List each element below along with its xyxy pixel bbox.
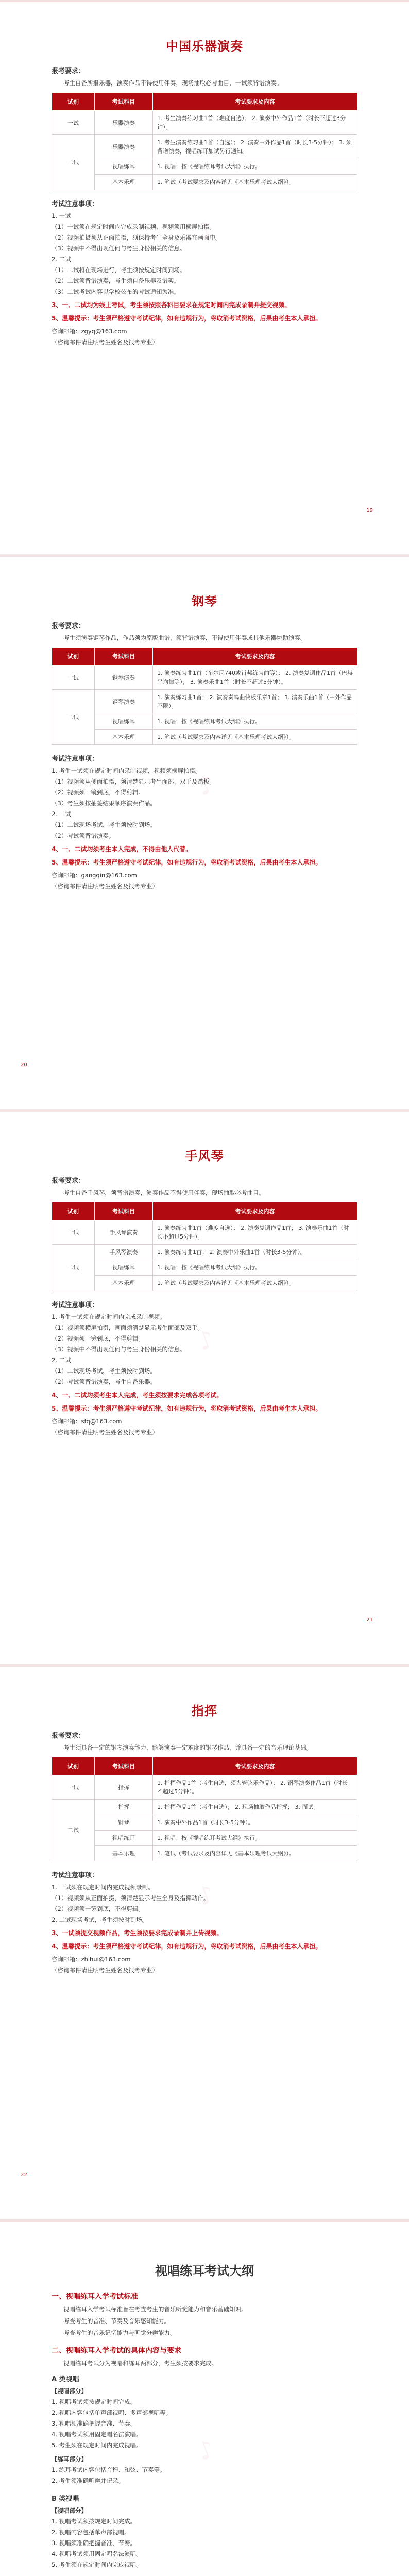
- email-note: （咨询邮件请注明考生姓名及报考专业）: [52, 1967, 158, 1974]
- note-item: 2. 二试现场考试，考生须按时到场。: [52, 1916, 148, 1923]
- note-item: （2）二试须背谱演奏，考生须自备乐器及谱架。: [52, 277, 180, 284]
- table-row: [52, 1775, 357, 1800]
- notes-heading: 考试注意事项：: [52, 200, 99, 208]
- table-header: 考试科目: [95, 648, 153, 666]
- note-item: （1）二试现场考试，考生须按时到场。: [52, 821, 156, 828]
- table-row: [52, 135, 357, 159]
- intro-text: 考生须演奏钢琴作品，作品须为原版曲谱，须背谱演奏，不得使用伴奏或其他乐器协助演奏。: [63, 634, 306, 641]
- red-notice: 5、温馨提示：考生须严格遵守考试纪律，如有违规行为，将取消考试资格，后果由考生本人承担。: [52, 315, 322, 322]
- table-cell: 基本乐理: [95, 730, 153, 745]
- table-cell: 钢琴: [95, 1815, 153, 1831]
- page-solfege-syllabus: [0, 2219, 409, 2576]
- table-cell: 1. 视唱：按《视唱练耳考试大纲》执行。: [153, 1831, 357, 1846]
- watermark: ♪: [194, 2434, 218, 2467]
- page-chinese-instruments: [0, 0, 409, 555]
- section-title: 钢琴: [192, 594, 217, 608]
- note-item: （3）考生须按抽签结果顺序演奏作品。: [52, 800, 156, 807]
- section-heading: 二、视唱练耳入学考试的具体内容与要求: [52, 2347, 181, 2355]
- contact-email[interactable]: 咨询邮箱：sfq@163.com: [52, 1418, 122, 1425]
- note-item: （3）视频中不得出现任何与考生身份相关的信息。: [52, 245, 186, 252]
- list-item: 2. 考生须准确听辨并记录。: [52, 2477, 125, 2484]
- red-notice: 5、温馨提示：考生须严格遵守考试纪律，如有违规行为，将取消考试资格，后果由考生本人承担。: [52, 859, 322, 866]
- table-cell: 二试: [52, 135, 95, 190]
- watermark: ♪: [194, 214, 218, 247]
- contact-email[interactable]: 咨询邮箱：gangqin@163.com: [52, 872, 137, 879]
- page-accordion: [0, 1110, 409, 1665]
- requirements-heading: 报考要求：: [52, 1177, 86, 1185]
- table-row: [52, 666, 357, 690]
- table-cell: 1. 演奏练习曲1首； 2. 演奏奏鸣曲快板乐章1首； 3. 演奏乐曲1首（中外作品不限）。: [153, 690, 357, 714]
- note-item: （2）考试须背谱演奏，考生自备乐器。: [52, 1378, 156, 1385]
- table-cell: 1. 考生演奏练习曲1首（自选）； 2. 演奏中外作品1首（时长3-5分钟）； 3. 须背谱演奏，视唱练耳加试另行通知。: [153, 135, 357, 159]
- notes-list: [52, 211, 357, 297]
- table-header: 考试科目: [95, 1757, 153, 1775]
- table-cell: 1. 视唱：按《视唱练耳考试大纲》执行。: [153, 714, 357, 730]
- table-cell: 1. 笔试（考试要求及内容详见《基本乐理考试大纲》）。: [153, 730, 357, 745]
- table-header: 考试要求及内容: [153, 93, 357, 111]
- table-cell: 指挥: [95, 1775, 153, 1800]
- list-item: 2. 视唱内容包括单声部视唱。: [52, 2529, 130, 2536]
- table-header: 考试要求及内容: [153, 1757, 357, 1775]
- table-cell: 一试: [52, 1221, 95, 1245]
- table-cell: 手风琴演奏: [95, 1245, 153, 1260]
- table-row: [52, 1831, 357, 1846]
- note-item: （1）二试现场考试，考生须按时到场。: [52, 1367, 156, 1375]
- table-cell: 1. 考生演奏练习曲1首（难度自选）； 2. 演奏中外作品1首（时长不超过3分钟）。: [153, 111, 357, 135]
- notes-heading: 考试注意事项：: [52, 755, 99, 763]
- red-notice: 4、一、二试均须考生本人完成，不得由他人代替。: [52, 845, 192, 853]
- note-item: （2）考试须背谱演奏。: [52, 832, 115, 839]
- page-conducting: [0, 1665, 409, 2219]
- paragraph: 视唱练耳入学考试标准旨在考查考生的音乐听觉能力和音乐基础知识。: [63, 2306, 247, 2313]
- table-cell: 乐器演奏: [95, 111, 153, 135]
- table-cell: 二试: [52, 1800, 95, 1861]
- page-number: 22: [21, 2172, 27, 2178]
- table-cell: 一试: [52, 111, 95, 135]
- note-item: 2. 二试: [52, 810, 71, 818]
- table-cell: 1. 笔试（考试要求及内容详见《基本乐理考试大纲》）。: [153, 175, 357, 190]
- top-bar: [0, 1665, 409, 1667]
- section-title: 中国乐器演奏: [166, 39, 243, 54]
- list-item: 3. 视唱须准确把握音准、节奏。: [52, 2539, 137, 2547]
- table-header: 试别: [52, 1202, 95, 1221]
- notes-heading: 考试注意事项：: [52, 1872, 99, 1879]
- page-piano: [0, 555, 409, 1110]
- table-row: [52, 690, 357, 714]
- list-item: 3. 视唱须准确把握音准、节奏。: [52, 2420, 137, 2427]
- table-cell: 视唱练耳: [95, 1260, 153, 1276]
- note-item: （3）二试考试内容以学校公布的考试通知为准。: [52, 288, 180, 295]
- list-item: 4. 视唱考试须用固定唱名法演唱。: [52, 2550, 142, 2557]
- intro-text: 考生自备所报乐器，演奏作品不得使用伴奏，现场抽取必考曲目，一试须背谱演奏。: [63, 79, 283, 87]
- table-cell: 1. 演奏练习曲1首（难度自选）； 2. 演奏复调作品1首； 3. 演奏乐曲1首（时长不超过5分钟）。: [153, 1221, 357, 1245]
- table-row: [52, 1846, 357, 1861]
- table-cell: 二试: [52, 1245, 95, 1291]
- section-title: 手风琴: [185, 1149, 224, 1163]
- note-item: 2. 二试: [52, 1357, 71, 1364]
- table-header: 试别: [52, 648, 95, 666]
- requirements-heading: 报考要求：: [52, 67, 86, 75]
- note-item: 1. 考生一试须在规定时间内完成录制视频。: [52, 1313, 166, 1320]
- table-row: [52, 159, 357, 175]
- note-item: （2）视频须一镜到底，不得剪辑。: [52, 1905, 144, 1912]
- page-number: 19: [366, 507, 373, 513]
- table-cell: 手风琴演奏: [95, 1221, 153, 1245]
- table-cell: 视唱练耳: [95, 714, 153, 730]
- category-heading: B 类视唱: [52, 2495, 79, 2503]
- table-cell: 1. 指挥作品1首（考生自选，须为管弦乐作品）； 2. 钢琴演奏作品1首（时长不超过5分钟）。: [153, 1775, 357, 1800]
- section-heading: 一、视唱练耳入学考试标准: [52, 2293, 138, 2301]
- paragraph: 视唱练耳考试分为视唱和练耳两部分，考生须按要求完成。: [63, 2360, 217, 2367]
- list-item: 1. 视唱考试须按规定时间完成。: [52, 2398, 137, 2405]
- note-item: （1）一试须在规定时间内完成录制视频，视频须用横屏拍摄。: [52, 223, 215, 230]
- paragraph: 考查考生的音准、节奏及音乐感知能力。: [63, 2317, 170, 2325]
- table-cell: 乐器演奏: [95, 135, 153, 159]
- table-row: [52, 1800, 357, 1815]
- table-cell: 一试: [52, 666, 95, 690]
- page-number: 21: [366, 1617, 373, 1623]
- intro-text: 考生自备手风琴，须背谱演奏，演奏作品不得使用伴奏，现场抽取必考曲目。: [63, 1189, 265, 1196]
- table-cell: 1. 视唱：按《视唱练耳考试大纲》执行。: [153, 1260, 357, 1276]
- red-notice: 4、温馨提示：考生须严格遵守考试纪律，如有违规行为，将取消考试资格，后果由考生本人承担。: [52, 1943, 322, 1950]
- table-row: [52, 1221, 357, 1245]
- table-cell: 基本乐理: [95, 1276, 153, 1291]
- requirements-heading: 报考要求：: [52, 1732, 86, 1740]
- page-content: [52, 1685, 357, 1976]
- email-note: （咨询邮件请注明考生姓名及报考专业）: [52, 1429, 158, 1436]
- section-title: 指挥: [192, 1704, 217, 1718]
- notes-list: [52, 1312, 357, 1387]
- page-number: 20: [21, 1062, 27, 1068]
- note-item: （2）视频须一镜到底，不得剪辑。: [52, 789, 144, 796]
- table-row: [52, 1276, 357, 1291]
- note-item: （3）视频中不得出现任何与考生身份相关的信息。: [52, 1346, 186, 1353]
- table-cell: 钢琴演奏: [95, 666, 153, 690]
- top-bar: [0, 1110, 409, 1112]
- requirements-table: [52, 647, 357, 745]
- table-header: 考试要求及内容: [153, 1202, 357, 1221]
- table-cell: 指挥: [95, 1800, 153, 1815]
- list-item: 1. 练耳考试内容包括音程、和弦、节奏等。: [52, 2466, 166, 2473]
- table-cell: 基本乐理: [95, 1846, 153, 1861]
- note-item: 1. 一试须在规定时间内完成视频录制。: [52, 1884, 154, 1891]
- table-cell: 钢琴演奏: [95, 690, 153, 714]
- intro-text: 考生须具备一定的钢琴演奏能力，能够演奏一定难度的钢琴作品，并具备一定的音乐理论基础。: [63, 1744, 312, 1751]
- table-row: [52, 730, 357, 745]
- table-cell: 1. 笔试（考试要求及内容详见《基本乐理考试大纲》）。: [153, 1846, 357, 1861]
- part-heading: 【视唱部分】: [52, 2387, 87, 2395]
- list-item: 1. 视唱考试须按规定时间完成。: [52, 2518, 137, 2525]
- table-row: [52, 714, 357, 730]
- list-item: 2. 视唱内容包括单声部视唱、多声部视唱等。: [52, 2409, 172, 2416]
- top-bar: [0, 0, 409, 2]
- watermark: ♪: [194, 769, 218, 802]
- table-cell: 1. 笔试（考试要求及内容详见《基本乐理考试大纲》）。: [153, 1276, 357, 1291]
- requirements-table: [52, 92, 357, 190]
- list-item: 4. 视唱考试须用固定唱名法演唱。: [52, 2431, 142, 2438]
- page-content: [52, 21, 357, 348]
- table-header: 试别: [52, 1757, 95, 1775]
- table-header: 试别: [52, 93, 95, 111]
- email-note: （咨询邮件请注明考生姓名及报考专业）: [52, 883, 158, 890]
- table-cell: 1. 演奏中外作品1首（时长3-5分钟）。: [153, 1815, 357, 1831]
- red-notice: 3、一试须提交视频作品，考生须按要求完成录制并上传视频。: [52, 1929, 223, 1937]
- table-cell: 一试: [52, 1775, 95, 1800]
- page-content: [52, 1130, 357, 1438]
- watermark: ♪: [194, 1879, 218, 1912]
- table-header: 考试科目: [95, 1202, 153, 1221]
- table-cell: 基本乐理: [95, 175, 153, 190]
- note-item: （1）视频须从正面拍摄，须清楚显示考生全身及指挥动作。: [52, 1894, 210, 1902]
- page-content: [52, 2240, 357, 2571]
- note-item: 1. 一试: [52, 212, 71, 219]
- table-cell: 1. 指挥作品1首（考生自选）； 2. 现场抽取作品指挥； 3. 面试。: [153, 1800, 357, 1815]
- red-notice: 3、一、二试均为线上考试，考生须按照各科目要求在规定时间内完成录制并提交视频。: [52, 301, 291, 309]
- table-cell: 视唱练耳: [95, 1831, 153, 1846]
- top-bar: [0, 555, 409, 557]
- table-cell: 二试: [52, 690, 95, 745]
- contact-email[interactable]: 咨询邮箱：zgyq@163.com: [52, 328, 127, 335]
- table-row: [52, 111, 357, 135]
- contact-email[interactable]: 咨询邮箱：zhihui@163.com: [52, 1956, 131, 1963]
- table-header: 考试要求及内容: [153, 648, 357, 666]
- email-note: （咨询邮件请注明考生姓名及报考专业）: [52, 338, 158, 346]
- category-heading: A 类视唱: [52, 2376, 79, 2383]
- top-bar: [0, 2219, 409, 2222]
- table-row: [52, 1260, 357, 1276]
- part-heading: 【练耳部分】: [52, 2455, 87, 2463]
- syllabus-title: 视唱练耳考试大纲: [155, 2264, 254, 2278]
- notes-list: [52, 1883, 357, 1925]
- list-item: 5. 考生须在规定时间内完成视唱。: [52, 2442, 142, 2449]
- requirements-table: [52, 1757, 357, 1861]
- table-row: [52, 175, 357, 190]
- table-cell: 1. 演奏练习曲1首（车尔尼740或肖邦练习曲等）； 2. 演奏复调作品1首（巴赫平均律等）； 3. 演奏乐曲1首（时长不超过5分钟）。: [153, 666, 357, 690]
- note-item: 2. 二试: [52, 256, 71, 263]
- table-row: [52, 1815, 357, 1831]
- table-cell: 视唱练耳: [95, 159, 153, 175]
- watermark: ♪: [194, 1324, 218, 1357]
- note-item: （1）视频须横屏拍摄，画面须清楚显示考生面部及双手。: [52, 1324, 203, 1331]
- note-item: （1）视频须从侧面拍摄，须清楚显示考生面部、双手及踏板。: [52, 778, 215, 785]
- table-cell: 1. 演奏练习曲1首； 2. 演奏中外乐曲1首（时长3-5分钟）。: [153, 1245, 357, 1260]
- requirements-table: [52, 1202, 357, 1291]
- table-row: [52, 1245, 357, 1260]
- page-content: [52, 575, 357, 892]
- red-notice: 4、一、二试均须考生本人完成，考生须按要求完成各项考试。: [52, 1392, 223, 1399]
- notes-heading: 考试注意事项：: [52, 1301, 99, 1309]
- requirements-heading: 报考要求：: [52, 622, 86, 630]
- list-item: 5. 考生须在规定时间内完成视唱。: [52, 2561, 142, 2568]
- part-heading: 【视唱部分】: [52, 2507, 87, 2514]
- notes-list: [52, 766, 357, 841]
- note-item: 1. 考生一试须在规定时间内录制视频，视频须横屏拍摄。: [52, 767, 201, 774]
- note-item: （2）视频须一镜到底，不得剪辑。: [52, 1335, 144, 1342]
- table-cell: 1. 视唱：按《视唱练耳考试大纲》执行。: [153, 159, 357, 175]
- table-header: 考试科目: [95, 93, 153, 111]
- paragraph: 考查考生的音乐记忆能力与听觉分辨能力。: [63, 2329, 176, 2336]
- red-notice: 5、温馨提示：考生须严格遵守考试纪律，如有违规行为，将取消考试资格，后果由考生本人承担。: [52, 1405, 322, 1412]
- note-item: （1）二试将在现场进行，考生须按规定时间到场。: [52, 266, 186, 274]
- note-item: （2）视频拍摄须从正面拍摄，须保持考生全身及乐器在画面中。: [52, 234, 221, 241]
